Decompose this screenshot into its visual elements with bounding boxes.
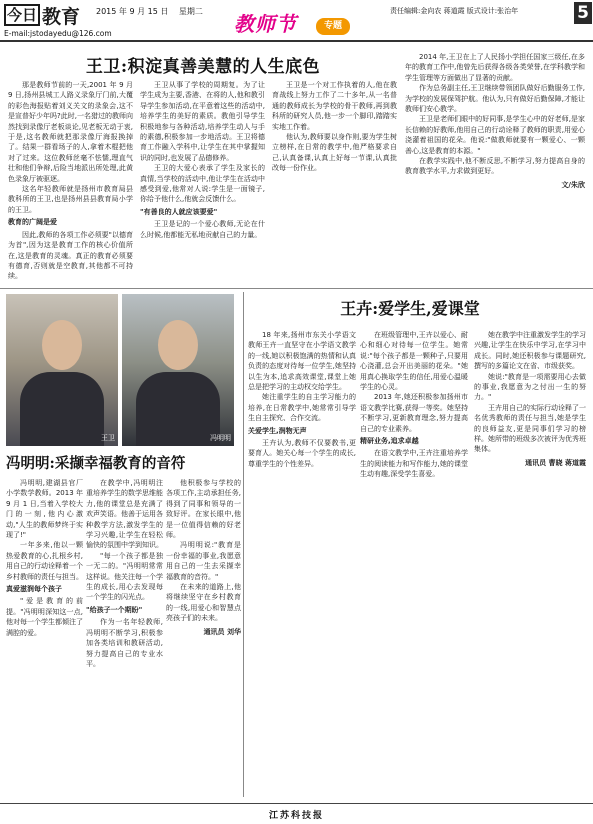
article3-column-2 — [86, 478, 163, 669]
paragraph: 王卫的大爱心表承了学生及家长的真情,当学校的活动中,他让学生在活动中感受到爱,他常对人说:学生是一面镜子,你给予他什么,他就会反馈什么。 — [140, 164, 265, 204]
paragraph: "每一个孩子都是独一无二的。"冯明明常常这样说。他关注每一个学生的成长,用心去发现每一个学生的闪光点。 — [86, 551, 163, 602]
photo-caption: 王卫 — [101, 434, 115, 442]
paragraph: 这名年轻教师就是扬州市教育局县教科所的王卫,也是扬州县县教育局小学的王卫。 — [8, 185, 133, 214]
paragraph: 因此,教师的各项工作必须要"以德育为首",因为这是教育工作的核心价值所在,这是教育的灵魂。真正的教育必须要有德育,否则就是空教育,其他都不可持续。 — [8, 230, 133, 281]
article2-column-2 — [360, 330, 468, 480]
paragraph: 王卫从事了学校的周期复。为了让学生成为主要,香港、在将的人,他和教引导学生参加活动,在平意着这些的活动中,培养学生的美好的素质。教他引导学生积极地参与各种活动,培养学生动人与手的素德,积极参加一步地活动。王卫将德育工作融入学科中,让学生在其中掌握知识的同时,也发展了品德修养。 — [140, 81, 265, 162]
subheading: 真爱滋润每个孩子 — [6, 585, 62, 594]
byline: 通讯员 曹晓 蒋道霞 — [525, 458, 586, 467]
masthead-jiaoyu: 教育 — [42, 5, 81, 28]
article1-column-2 — [140, 80, 265, 240]
face-shape — [42, 320, 82, 370]
article3-headline: 冯明明:采撷幸福教育的音符 — [6, 455, 186, 472]
page-header — [0, 0, 593, 42]
article3-column-1 — [6, 478, 83, 638]
article1-headline: 王卫:积淀真善美慧的人生底色 — [85, 57, 321, 77]
paragraph: 冯明明,建湖县官厂小学数学教师。2013 年 9 月 1 日,当着入学校大门的一刻,他内心激动,"人生的教师梦终于实现了!" — [6, 479, 83, 540]
footer-publication: 江苏科技报 — [268, 811, 324, 821]
subheading: "有善良的人就应该要爱" — [140, 207, 218, 216]
subheading: "给孩子一个期盼" — [86, 605, 143, 614]
paragraph: 作为一名年轻教师,冯明明不断学习,积极参加各类培训和教研活动,努力提高自己的专业水平。 — [86, 618, 163, 668]
page-number: 5 — [574, 2, 592, 24]
header-divider — [0, 40, 593, 42]
editor-credits: 责任编辑:金向农 蒋道霞 版式设计:张治年 — [390, 7, 519, 15]
paragraph: 2014 年,王卫在上了人民扬小学担任国家三级任,在多年的教育工作中,他曾先后获得各级各类荣誉,在学科教学和学生管理等方面做出了显著的贡献。 — [405, 53, 585, 82]
paragraph: 在班级管理中,王卉以爱心、耐心和细心对待每一位学生。她常说:"每个孩子都是一颗种子,只要用心浇灌,总会开出美丽的花朵。"她用真心换取学生的信任,用爱心温暖学生的心灵。 — [360, 331, 468, 392]
teachers-day-logo — [230, 2, 350, 40]
logo-badge: 专题 — [316, 18, 350, 35]
paragraph: "爱是教育的前提。"冯明明深知这一点,他对每一个学生都倾注了满腔的爱。 — [6, 597, 83, 637]
face-shape — [158, 320, 198, 370]
paragraph: 18 年来,扬州市东关小学语文教师王卉一直坚守在小学语文教学的一线,她以积极饱满的热情和认真负责的态度对待每一位学生,她坚持以生为本,追求高效课堂,课堂上她总是把学习的主动权交给学生。 — [248, 331, 356, 392]
article3-column-3 — [166, 478, 241, 637]
paragraph: 一年多来,他以一颗热爱教育的心,扎根乡村,用自己的行动诠释着一个乡村教师的责任与担当。 — [6, 541, 83, 581]
paragraph: 她注重学生的自主学习能力的培养,在日常教学中,她常常引导学生自主探究、合作交流。 — [248, 393, 356, 423]
paragraph: 那是教师节前的一天,2001 年 9 月 9 日,扬州县城工人路义录象厅门前,大覆的彩色海报贴着刘义关文的录象会,这不是宣普好少年吗?此时,一名猎过的教师向然找到录像厅老板谈论,见老板无动于衷,于是,这名教师就把那录像厅海报换掉了。结果一群看场子的人,拿着木棍把他对了过来。这位教师丝毫不怯懦,理直气壮和他们争辩,后险当地派出所处理,此黄色录象厅被驱逐。 — [8, 81, 133, 183]
article2-headline: 王卉:爱学生,爱课堂 — [340, 299, 480, 318]
paragraph: 王卫是老师们眼中的好同事,是学生心中的好老师,是家长信赖的好教师,他用自己的行动诠释了教师的职责,用爱心浇灌着祖国的花朵。他说:"做教师就要有一颗爱心、一颗善心,这是教育的本源。" — [405, 115, 585, 155]
subheading: 关爱学生,润物无声 — [248, 426, 307, 435]
byline: 通讯员 刘华 — [203, 627, 241, 636]
body-shape — [136, 372, 220, 446]
photo-caption: 冯明明 — [210, 434, 231, 442]
paragraph: 在未来的道路上,他将继续坚守在乡村教育的一线,用爱心和智慧点亮孩子们的未来。 — [166, 583, 241, 623]
paragraph: 2013 年,她还积极参加扬州市语文教学比赛,获得一等奖。她坚持不断学习,更新教育理念,努力提高自己的专业素养。 — [360, 393, 468, 433]
contact-email: E-mail:jstodayedu@126.com — [4, 29, 112, 38]
paragraph: 他积极参与学校的各项工作,主动承担任务,得到了同事和领导的一致好评。在家长眼中,他是一位值得信赖的好老师。 — [166, 479, 241, 540]
paragraph: 冯明明说:"教育是一份幸福的事业,我愿意用自己的一生去采撷幸福教育的音符。" — [166, 541, 241, 581]
subheading: 教育的广阔是爱 — [8, 218, 57, 227]
column-divider — [243, 292, 244, 797]
byline: 文/朱欣 — [561, 180, 585, 189]
paragraph: 王卉用自己的实际行动诠释了一名优秀教师的责任与担当,她是学生的良师益友,更是同事们学习的榜样。她所带的班级多次被评为优秀班集体。 — [474, 403, 586, 454]
paragraph: 王卫是一个对工作执着的人,他在教育战线上努力工作了二十多年,从一名普通的教师成长为学校的骨干教师,再到教科所的研究人员,他一步一个脚印,踏踏实实地工作着。 — [272, 81, 397, 131]
paragraph: 在教学实践中,他不断反思,不断学习,努力提高自身的教育教学水平,力求做到更好。 — [405, 157, 585, 176]
body-shape — [20, 372, 104, 446]
paragraph: 她说:"教育是一项需要用心去做的事业,我愿意为之付出一生的努力。" — [474, 372, 586, 402]
paragraph: 作为总务副主任,王卫继续带领团队做好后勤服务工作,为学校的发展保驾护航。他认为,只有做好后勤保障,才能让教师们安心教学。 — [405, 84, 585, 114]
masthead-jin: 今日 — [4, 4, 40, 26]
article1-column-4 — [405, 52, 585, 190]
article1-column-3 — [272, 80, 397, 174]
subheading: 精研业务,追求卓越 — [360, 437, 419, 446]
section-divider — [0, 288, 593, 289]
article2-column-1 — [248, 330, 356, 469]
issue-date: 2015 年 9 月 15 日 星期二 — [96, 7, 203, 16]
logo-title: 教师节 — [234, 12, 297, 36]
paragraph: 在语文教学中,王卉注重培养学生的阅读能力和写作能力,她的课堂生动有趣,深受学生喜爱。 — [360, 449, 468, 479]
paragraph: 他认为,教师要以身作则,要为学生树立榜样,在日常的教学中,他严格要求自己,认真备课,认真上好每一节课,认真批改每一份作业。 — [272, 133, 397, 173]
footer-divider — [0, 803, 593, 804]
paragraph: 在教学中,冯明明注重培养学生的数学思维能力,他的课堂总是充满了欢声笑语。他善于运用各种教学方法,激发学生的学习兴趣,让学生在轻松愉快的氛围中学到知识。 — [86, 479, 163, 550]
portrait-photo-fengmingming — [122, 294, 234, 446]
portrait-photo-wangwei — [6, 294, 118, 446]
article1-column-1 — [8, 80, 133, 282]
paragraph: 王卉认为,教师不仅要教书,更要育人。她关心每一个学生的成长,尊重学生的个性差异。 — [248, 439, 356, 468]
paragraph: 她在教学中注重激发学生的学习兴趣,让学生在快乐中学习,在学习中成长。同时,她还积极参与课题研究,撰写的多篇论文在省、市级获奖。 — [474, 331, 586, 371]
article2-column-3 — [474, 330, 586, 468]
paragraph: 王卫是记的一个爱心教师,无论在什么时候,他都能无私地贡献自己的力量。 — [140, 220, 265, 239]
